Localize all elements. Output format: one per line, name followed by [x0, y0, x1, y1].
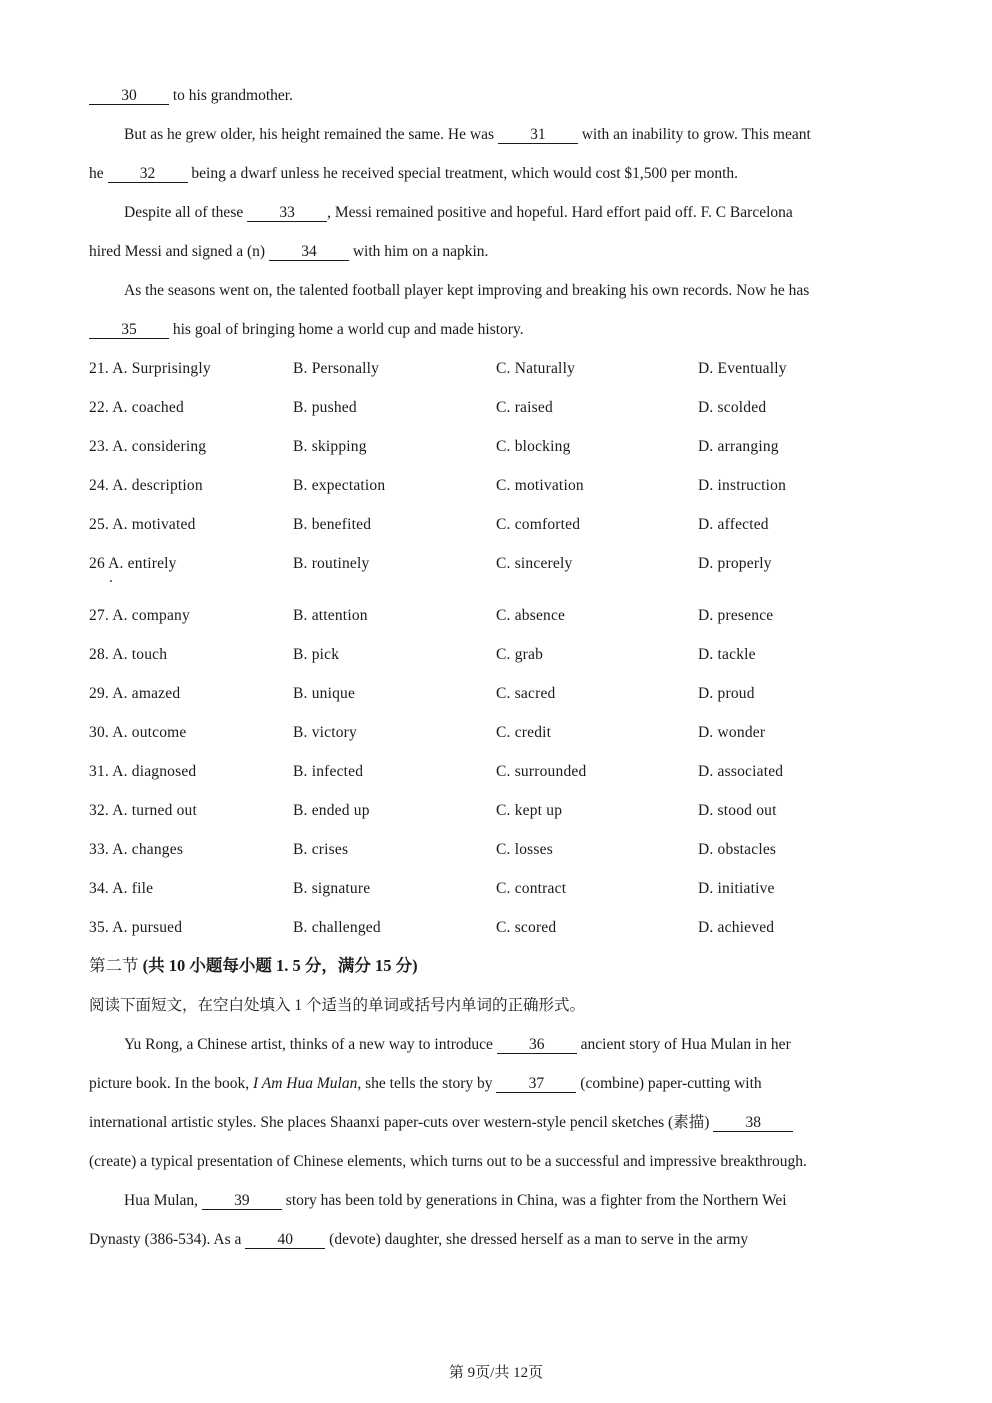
option-c: C. blocking	[496, 438, 571, 455]
option-row	[89, 840, 909, 860]
blank-37: 37	[496, 1075, 576, 1093]
blank-40: 40	[245, 1231, 325, 1249]
option-d: D. scolded	[698, 399, 767, 416]
passage2-line-5: Hua Mulan, 39 story has been told by generations in China, was a fighter from the Northern Wei	[124, 1192, 787, 1209]
option-row	[89, 437, 909, 457]
passage-line-2: But as he grew older, his height remained the same. He was 31 with an inability to grow. This meant	[124, 126, 811, 143]
option-c: C. kept up	[496, 802, 563, 819]
option-b: B. challenged	[293, 919, 381, 936]
option-c: C. absence	[496, 607, 566, 624]
blank-33: 33	[247, 204, 327, 222]
option-d: D. arranging	[698, 438, 779, 455]
option-row	[89, 762, 909, 782]
option-b: B. pushed	[293, 399, 357, 416]
option-b: B. unique	[293, 685, 356, 702]
option-a: 33. A. changes	[89, 841, 184, 858]
option-d: D. associated	[698, 763, 784, 780]
option-b: B. pick	[293, 646, 340, 663]
blank-36: 36	[497, 1036, 577, 1054]
option-c: C. sacred	[496, 685, 556, 702]
option-d: D. wonder	[698, 724, 766, 741]
option-b: B. benefited	[293, 516, 372, 533]
option-row	[89, 476, 909, 496]
option-row	[89, 359, 909, 379]
passage-line-1: 30 to his grandmother.	[89, 86, 293, 106]
option-b: B. attention	[293, 607, 368, 624]
passage-line-4: Despite all of these 33 , Messi remained positive and hopeful. Hard effort paid off. F. C Barcelona	[124, 204, 793, 221]
blank-39: 39	[202, 1192, 282, 1210]
option-d: D. achieved	[698, 919, 775, 936]
option-d: D. tackle	[698, 646, 756, 663]
option-a: 23. A. considering	[89, 438, 207, 455]
passage2-line-1: Yu Rong, a Chinese artist, thinks of a new way to introduce 36 ancient story of Hua Mulan in her	[124, 1036, 791, 1053]
option-d: D. instruction	[698, 477, 787, 494]
option-d: D. proud	[698, 685, 755, 702]
passage2-line-2: picture book. In the book, I Am Hua Mulan, she tells the story by 37 (combine) paper-cutting with	[89, 1075, 762, 1092]
option-row	[89, 801, 909, 821]
stray-dot	[110, 580, 112, 582]
option-d: D. initiative	[698, 880, 775, 897]
option-c: C. raised	[496, 399, 553, 416]
option-row	[89, 645, 909, 665]
option-c: C. credit	[496, 724, 552, 741]
option-a: 26 A. entirely	[89, 555, 177, 572]
option-b: B. infected	[293, 763, 364, 780]
option-row	[89, 918, 909, 938]
option-c: C. comforted	[496, 516, 581, 533]
option-b: B. ended up	[293, 802, 370, 819]
option-c: C. contract	[496, 880, 567, 897]
option-c: C. scored	[496, 919, 557, 936]
option-d: D. obstacles	[698, 841, 777, 858]
passage2-line-6: Dynasty (386-534). As a 40 (devote) daughter, she dressed herself as a man to serve in the army	[89, 1231, 749, 1248]
option-row	[89, 606, 909, 626]
blank-35: 35	[89, 321, 169, 339]
option-row	[89, 515, 909, 535]
option-a: 32. A. turned out	[89, 802, 198, 819]
option-b: B. signature	[293, 880, 371, 897]
section-title: 第二节 (共 10 小题每小题 1. 5 分，满分 15 分)	[89, 956, 418, 975]
option-a: 22. A. coached	[89, 399, 184, 416]
option-c: C. surrounded	[496, 763, 587, 780]
blank-32: 32	[108, 165, 188, 183]
option-row	[89, 398, 909, 418]
option-c: C. sincerely	[496, 555, 573, 572]
page-number: 第 9页/共 12页	[448, 1365, 544, 1381]
blank-34: 34	[269, 243, 349, 261]
option-b: B. routinely	[293, 555, 370, 572]
option-d: D. properly	[698, 555, 772, 572]
option-b: B. victory	[293, 724, 357, 741]
option-a: 35. A. pursued	[89, 919, 183, 936]
option-d: D. affected	[698, 516, 769, 533]
option-a: 24. A. description	[89, 477, 203, 494]
passage-line-5: hired Messi and signed a (n) 34 with him on a napkin.	[89, 243, 489, 260]
option-c: C. grab	[496, 646, 544, 663]
option-c: C. losses	[496, 841, 553, 858]
option-c: C. Naturally	[496, 360, 576, 377]
passage2-line-3: international artistic styles. She places Shaanxi paper-cuts over western-style pencil sketches (素描) 38	[89, 1113, 793, 1133]
option-a: 27. A. company	[89, 607, 190, 624]
passage2-line-4: (create) a typical presentation of Chinese elements, which turns out to be a successful and impressive breakthrough.	[89, 1153, 807, 1170]
blank-31: 31	[498, 126, 578, 144]
option-a: 21. A. Surprisingly	[89, 360, 211, 377]
option-a: 29. A. amazed	[89, 685, 181, 702]
option-row	[89, 554, 909, 574]
passage-line-7: 35 his goal of bringing home a world cup and made history.	[89, 320, 524, 340]
option-d: D. stood out	[698, 802, 777, 819]
blank-38: 38	[713, 1114, 793, 1132]
option-row	[89, 684, 909, 704]
option-b: B. expectation	[293, 477, 386, 494]
option-d: D. Eventually	[698, 360, 787, 377]
option-row	[89, 723, 909, 743]
passage-line-6: As the seasons went on, the talented football player kept improving and breaking his own records. Now he has	[124, 282, 810, 299]
option-b: B. Personally	[293, 360, 380, 377]
option-c: C. motivation	[496, 477, 584, 494]
option-a: 34. A. file	[89, 880, 154, 897]
option-row	[89, 879, 909, 899]
option-a: 25. A. motivated	[89, 516, 196, 533]
option-b: B. crises	[293, 841, 349, 858]
option-a: 31. A. diagnosed	[89, 763, 197, 780]
option-a: 28. A. touch	[89, 646, 168, 663]
passage-line-3: he 32 being a dwarf unless he received special treatment, which would cost $1,500 per month.	[89, 165, 739, 182]
option-b: B. skipping	[293, 438, 367, 455]
blank-30: 30	[89, 87, 169, 105]
option-d: D. presence	[698, 607, 774, 624]
section-instruction: 阅读下面短文，在空白处填入 1 个适当的单词或括号内单词的正确形式。	[89, 997, 586, 1014]
option-a: 30. A. outcome	[89, 724, 187, 741]
